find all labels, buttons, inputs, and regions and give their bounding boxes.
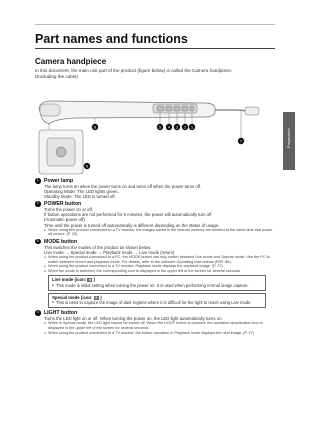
part-item xyxy=(35,310,275,335)
item-number: 4 xyxy=(36,310,39,315)
mode-note-title-end: ) xyxy=(93,277,96,283)
body-line: Live mode → Special mode → Playback mode → Live mode (return) xyxy=(44,249,175,255)
item-title: POWER button xyxy=(44,201,82,208)
power-button-shape xyxy=(182,106,188,111)
chapter-side-tab-label: Preparation xyxy=(287,128,291,148)
header-rule xyxy=(35,24,275,25)
part-descriptions xyxy=(35,178,275,337)
note-bullet: ● When using the product connected to a PC, the MODE button can only switch between Live mode and Special mode. Use the PC to switch between record and playback mode. For details, refer to the software Operating Instructions (PDF file). xyxy=(44,255,275,264)
page-title: Part names and functions xyxy=(35,32,188,46)
item-title: LIGHT button xyxy=(44,310,78,317)
section-intro xyxy=(35,68,275,80)
part-item xyxy=(35,201,275,237)
callout-marker xyxy=(182,124,188,130)
body-line: This switches the modes of the product as shown below. xyxy=(44,244,152,250)
note-bullet: ● This mode is initial setting when turning the power on. It is used when performing normal image capture. xyxy=(52,283,263,288)
body-line: Time until the power is turned off automatically is different depending on the status of usage. xyxy=(44,222,220,228)
part-item xyxy=(35,239,275,308)
item-number: 2 xyxy=(36,201,39,206)
cable-connector xyxy=(245,107,259,115)
mode-note-title-text: Live mode (icon: xyxy=(52,277,87,283)
body-line: Operating Mode: The LED lights green. xyxy=(44,189,119,195)
chapter-side-tab xyxy=(283,112,295,170)
note-bullet: ● When using this product connected to a TV monitor, the images saved in the internal memory are deleted at the same time that power off occurs. (P. 26) xyxy=(44,228,275,237)
item-title: MODE button xyxy=(44,238,78,245)
callout-marker xyxy=(166,124,172,130)
item-number: 1 xyxy=(36,178,39,182)
callout-label: 4 xyxy=(168,125,170,130)
light-button-shape xyxy=(166,106,172,111)
callout-label: 8 xyxy=(94,125,96,130)
note-bullet: ● When using the product connected to a TV monitor, Playback mode displays the captured image. (P. 27) xyxy=(44,264,275,269)
mode-note-box xyxy=(48,275,266,290)
camera-handpiece-figure xyxy=(35,86,275,178)
note-bullet: ● This is used to capture the image of dark regions where it is difficult for the light to reach using Live mode. xyxy=(52,300,263,305)
callout-marker xyxy=(174,124,180,130)
item-body xyxy=(44,316,275,335)
item-title: Power lamp xyxy=(44,178,74,184)
callout-marker xyxy=(238,138,244,144)
intro-line: In this document, the main unit part of the product (figure below) is called the Camera handpiece. xyxy=(35,68,233,73)
callout-label: 6 xyxy=(86,164,88,169)
mode-note-box xyxy=(48,293,266,308)
mode-note-title-end: ) xyxy=(100,294,102,300)
callout-label: 1 xyxy=(191,125,193,130)
body-line: If button operations are not performed for 5 minutes, the power will automatically turn off. xyxy=(44,212,213,218)
callout-label: 2 xyxy=(184,125,186,130)
note-bullet: ● When the mode is switched, the corresponding icon is displayed in the upper left of the screen for several seconds. xyxy=(44,269,275,274)
callout-marker xyxy=(189,124,195,130)
body-line: Standby Mode: The LED is turned off. xyxy=(44,194,116,200)
item-body xyxy=(44,184,275,199)
note-bullet: ● When in Special mode, the LED light cannot be turned off. When the LIGHT button is pressed, the operation deactivation icon is displayed in the upper left of the screen for several seconds. xyxy=(44,321,275,330)
section-heading: Camera handpiece xyxy=(35,57,107,66)
mode-note-title-text: Special mode (icon: xyxy=(52,294,93,300)
item-number: 3 xyxy=(36,238,39,243)
item-body xyxy=(44,245,275,274)
power-lamp-shape xyxy=(190,106,194,111)
body-line: The lamp turns on when the power turns on and turns off when the power turns off. xyxy=(44,184,202,189)
body-line: (Automatic power off) xyxy=(44,217,85,223)
live-mode-icon: ■ xyxy=(88,278,91,283)
callout-label: 3 xyxy=(176,125,178,130)
callout-marker xyxy=(92,124,98,130)
capture-button-shape xyxy=(157,106,164,111)
intro-line: (Excluding the cable) xyxy=(35,74,78,79)
handpiece-head xyxy=(40,104,60,116)
callout-label: 7 xyxy=(240,139,242,144)
special-mode-icon: S xyxy=(95,295,98,300)
mode-button-shape xyxy=(174,106,180,111)
title-rule xyxy=(35,48,275,49)
note-bullet: ● When using the product connected to a TV monitor, the button operation in Playback mode displays the next image. (P. 27) xyxy=(44,331,275,336)
item-body xyxy=(44,207,275,237)
body-line: Turns the power on or off. xyxy=(44,207,93,213)
part-item xyxy=(35,178,275,199)
callout-marker xyxy=(84,163,90,169)
callout-label: 5 xyxy=(159,125,161,130)
body-line: Turns the LED light on or off. When turning the power on, the LED light automatically turns on. xyxy=(44,316,223,322)
lens-shape xyxy=(56,147,66,157)
callout-marker xyxy=(157,124,163,130)
